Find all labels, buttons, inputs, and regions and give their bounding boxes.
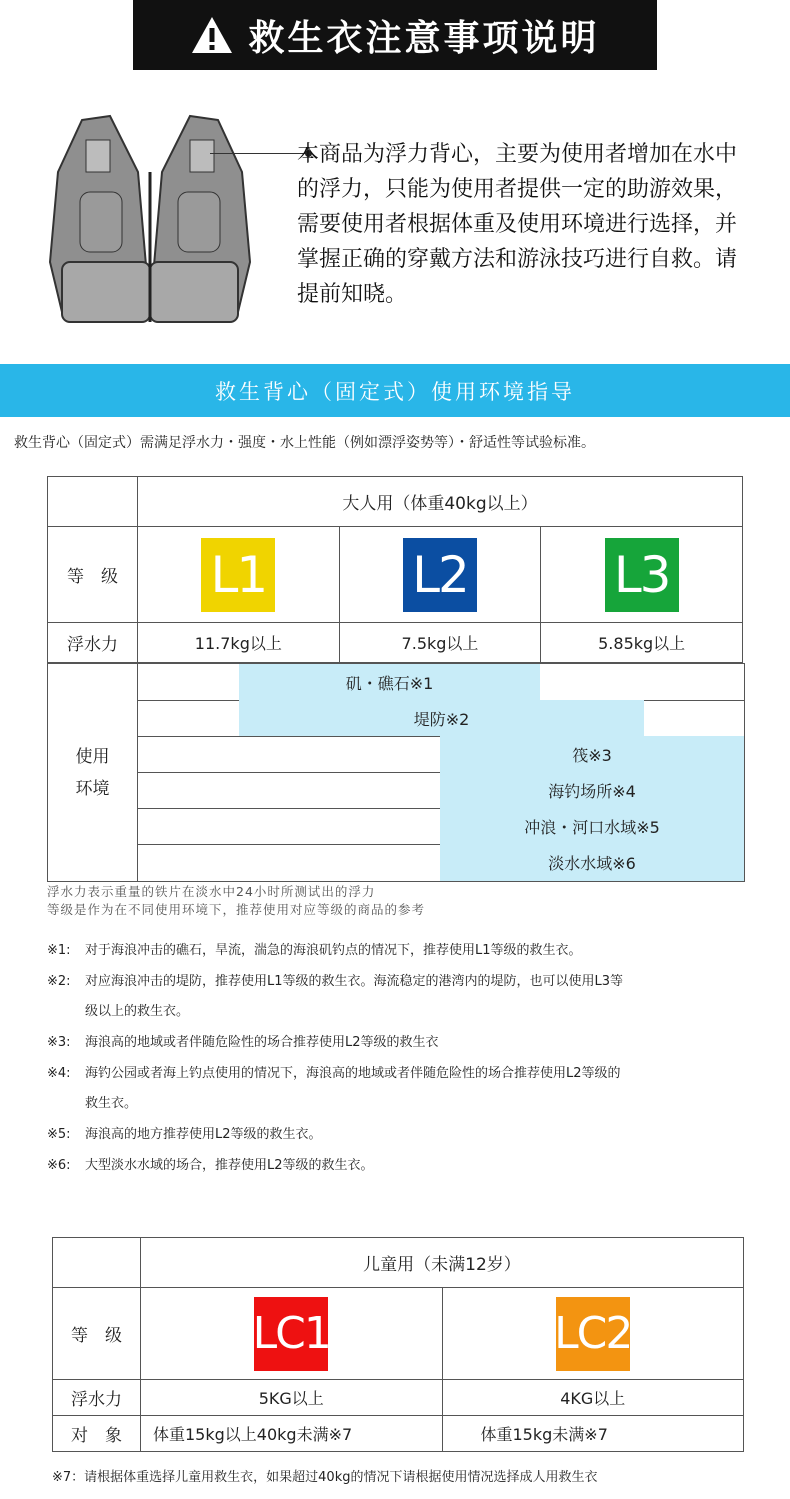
grade-l1-box: L1	[201, 538, 275, 612]
target-lc2: 体重15kg未满※7	[442, 1416, 744, 1452]
blank-corner	[53, 1238, 141, 1288]
grade-l2-cell	[339, 527, 541, 623]
adult-table	[47, 476, 743, 663]
section-title: 救生背心（固定式）使用环境指导	[0, 364, 790, 417]
environment-label: 使用 环境	[48, 664, 138, 881]
grade-lc2-cell	[442, 1288, 744, 1380]
grade-l3-cell	[541, 527, 743, 623]
buoy-lc2: 4KG以上	[442, 1380, 744, 1416]
small-note: 等级是作为在不同使用环境下，推荐使用对应等级的商品的参考	[47, 902, 426, 917]
title-bar	[133, 0, 657, 70]
buoy-lc1: 5KG以上	[141, 1380, 443, 1416]
env-row	[138, 772, 744, 809]
footnote-5: ※5: 海浪高的地方推荐使用L2等级的救生衣。	[47, 1127, 322, 1142]
section-note: 救生背心（固定式）需满足浮水力・强度・水上性能（例如漂浮姿势等）・舒适性等试验标准。	[14, 435, 595, 451]
env-row	[138, 736, 744, 773]
footnote-list	[47, 942, 747, 1188]
buoy-l1: 11.7kg以上	[138, 623, 340, 663]
target-label: 对 象	[53, 1416, 141, 1452]
footnote-2: ※2: 对应海浪冲击的堤防，推荐使用L1等级的救生衣。海流稳定的港湾内的堤防，也可以使用L3等 级以上的救生衣。	[47, 974, 624, 1019]
env-raft: 筏※3	[440, 736, 744, 772]
grade-lc1-box: LC1	[254, 1297, 328, 1371]
footnote-1: ※1: 对于海浪冲击的礁石，旱流，湍急的海浪矶钓点的情况下，推荐使用L1等级的救生衣。	[47, 943, 582, 958]
env-rock: 矶・礁石※1	[239, 664, 540, 700]
child-table	[52, 1237, 744, 1452]
blank-corner	[48, 477, 138, 527]
buoy-label: 浮水力	[53, 1380, 141, 1416]
buoy-label: 浮水力	[48, 623, 138, 663]
env-row	[138, 664, 744, 701]
footnote-6: ※6: 大型淡水水域的场合，推荐使用L2等级的救生衣。	[47, 1158, 374, 1173]
grade-label: 等 级	[53, 1288, 141, 1380]
env-freshwater: 淡水水域※6	[440, 844, 744, 881]
warning-icon	[190, 15, 234, 55]
footnote-7: ※7：请根据体重选择儿童用救生衣，如果超过40kg的情况下请根据使用情况选择成人用救生衣	[52, 1470, 598, 1485]
env-row	[138, 844, 744, 881]
small-note: 浮水力表示重量的铁片在淡水中24小时所测试出的浮力	[47, 884, 376, 899]
grade-l2-box: L2	[403, 538, 477, 612]
page-title: 救生衣注意事项说明	[248, 17, 600, 59]
pointer-line	[210, 153, 310, 154]
env-row	[138, 808, 744, 845]
grade-lc2-box: LC2	[556, 1297, 630, 1371]
buoy-l2: 7.5kg以上	[339, 623, 541, 663]
footnote-4: ※4: 海钓公园或者海上钓点使用的情况下，海浪高的地域或者伴随危险性的场合推荐使用L2等级的 救生衣。	[47, 1066, 621, 1111]
intro-text: 本商品为浮力背心，主要为使用者增加在水中的浮力，只能为使用者提供一定的助游效果，需要使用者根据体重及使用环境进行选择，并掌握正确的穿戴方法和游泳技巧进行自救。请提前知晓。	[297, 142, 738, 307]
buoy-l3: 5.85kg以上	[541, 623, 743, 663]
buoyancy-notes	[47, 883, 767, 919]
target-lc1: 体重15kg以上40kg未满※7	[141, 1416, 443, 1452]
grade-l3-box: L3	[605, 538, 679, 612]
env-fishing: 海钓场所※4	[440, 772, 744, 808]
footnote-3: ※3: 海浪高的地域或者伴随危险性的场合推荐使用L2等级的救生衣	[47, 1035, 439, 1050]
env-row	[138, 700, 744, 737]
child-caption: 儿童用（未满12岁）	[141, 1238, 744, 1288]
env-embankment: 堤防※2	[239, 700, 644, 736]
grade-l1-cell	[138, 527, 340, 623]
env-surf: 冲浪・河口水域※5	[440, 808, 744, 844]
adult-caption: 大人用（体重40kg以上）	[138, 477, 743, 527]
grade-lc1-cell	[141, 1288, 443, 1380]
grade-label: 等 级	[48, 527, 138, 623]
environment-table	[47, 663, 745, 882]
vest-illustration	[40, 112, 260, 344]
